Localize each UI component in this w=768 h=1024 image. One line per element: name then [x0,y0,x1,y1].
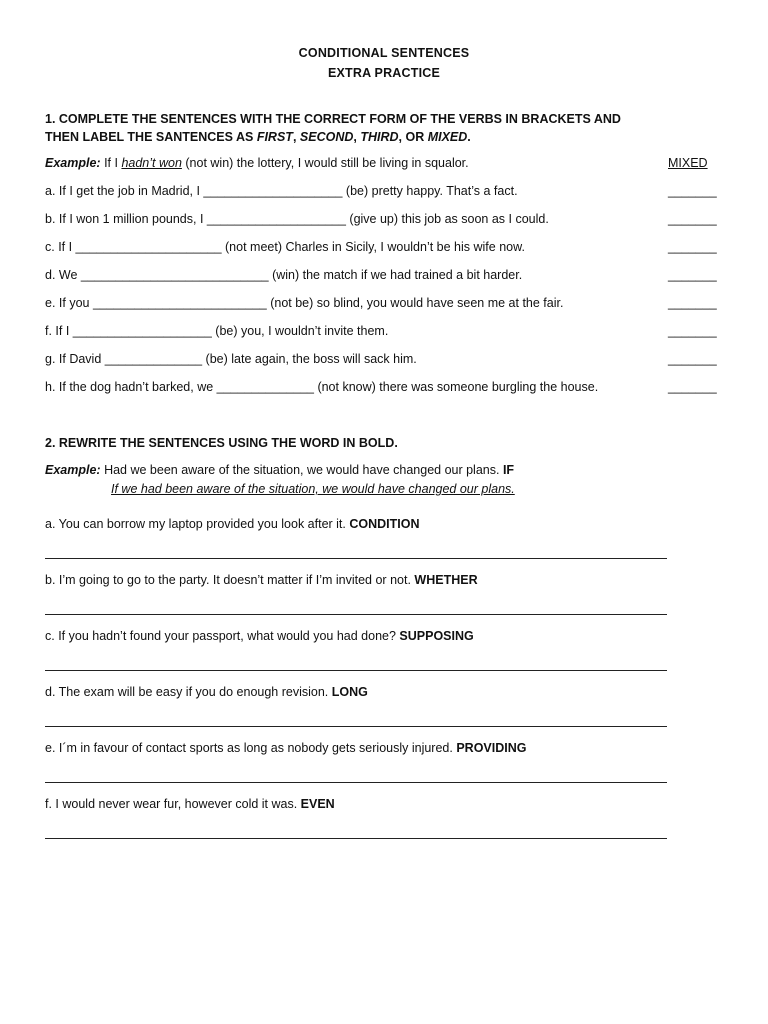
exercise1-item-c: c. If I _____________________ (not meet) Charles in Sicily, I wouldn’t be his wife now. [45,240,525,254]
answer-line-b[interactable] [45,614,667,615]
section1-example [45,156,469,170]
item-keyword: EVEN [300,797,335,811]
label-blank-c[interactable]: _______ [668,240,717,254]
heading-sep: , [292,130,300,144]
exercise1-item-b: b. If I won 1 million pounds, I ____________________ (give up) this job as soon as I could. [45,212,549,226]
example-type: MIXED [668,156,708,170]
answer-line-c[interactable] [45,670,667,671]
example-text: Had we been aware of the situation, we would have changed our plans. [100,463,503,477]
exercise1-item-d: d. We ___________________________ (win) the match if we had trained a bit harder. [45,268,523,282]
label-blank-e[interactable]: _______ [668,296,717,310]
heading-prefix: THEN LABEL THE SANTENCES AS [45,130,257,144]
label-blank-f[interactable]: _______ [668,324,717,338]
section1-heading-line1: 1. COMPLETE THE SENTENCES WITH THE CORRECT FORM OF THE VERBS IN BRACKETS AND [45,112,621,126]
example-text: (not win) the lottery, I would still be living in squalor. [181,156,469,170]
section2-example [45,463,514,477]
exercise1-item-f: f. If I ____________________ (be) you, I wouldn’t invite them. [45,324,389,338]
exercise2-item-a [45,517,420,531]
label-blank-d[interactable]: _______ [668,268,717,282]
item-text: b. I’m going to go to the party. It doesn’t matter if I’m invited or not. [45,573,415,587]
example-label: Example: [45,463,101,477]
exercise1-item-e: e. If you _________________________ (not be) so blind, you would have seen me at the fair. [45,296,564,310]
heading-mixed: MIXED [427,130,468,144]
item-keyword: SUPPOSING [399,629,474,643]
answer-line-e[interactable] [45,782,667,783]
item-keyword: CONDITION [349,517,420,531]
item-keyword: WHETHER [414,573,478,587]
label-blank-a[interactable]: _______ [668,184,717,198]
exercise2-item-e [45,741,526,755]
page-subtitle: EXTRA PRACTICE [327,66,441,80]
item-text: e. I´m in favour of contact sports as long as nobody gets seriously injured. [45,741,457,755]
answer-line-f[interactable] [45,838,667,839]
item-text: d. The exam will be easy if you do enough revision. [45,685,332,699]
exercise2-item-c [45,629,474,643]
example-text: If I [100,156,122,170]
label-blank-h[interactable]: _______ [668,380,717,394]
exercise1-item-g: g. If David ______________ (be) late again, the boss will sack him. [45,352,417,366]
item-text: f. I would never wear fur, however cold it was. [45,797,301,811]
exercise1-item-h: h. If the dog hadn’t barked, we ______________ (not know) there was someone burgling the house. [45,380,599,394]
item-text: a. You can borrow my laptop provided you look after it. [45,517,350,531]
heading-end: . [467,130,471,144]
example-keyword: IF [502,463,515,477]
exercise2-item-b [45,573,478,587]
label-blank-b[interactable]: _______ [668,212,717,226]
example-answer: hadn’t won [121,156,182,170]
item-keyword: PROVIDING [456,741,527,755]
section2-heading: 2. REWRITE THE SENTENCES USING THE WORD IN BOLD. [45,436,398,450]
item-text: c. If you hadn’t found your passport, what would you had done? [45,629,400,643]
exercise1-item-a: a. If I get the job in Madrid, I ____________________ (be) pretty happy. That’s a fact. [45,184,518,198]
section2-example-answer: If we had been aware of the situation, we would have changed our plans. [111,482,515,496]
item-keyword: LONG [331,685,368,699]
heading-second: SECOND [299,130,354,144]
heading-sep: , [353,130,361,144]
page-title: CONDITIONAL SENTENCES [298,46,470,60]
label-blank-g[interactable]: _______ [668,352,717,366]
exercise2-item-f [45,797,335,811]
heading-third: THIRD [360,130,399,144]
heading-first: FIRST [256,130,293,144]
section1-heading-line2 [45,128,725,146]
heading-sep: , OR [398,130,428,144]
answer-line-d[interactable] [45,726,667,727]
answer-line-a[interactable] [45,558,667,559]
exercise2-item-d [45,685,368,699]
section1-heading [45,110,725,146]
example-label: Example: [45,156,101,170]
